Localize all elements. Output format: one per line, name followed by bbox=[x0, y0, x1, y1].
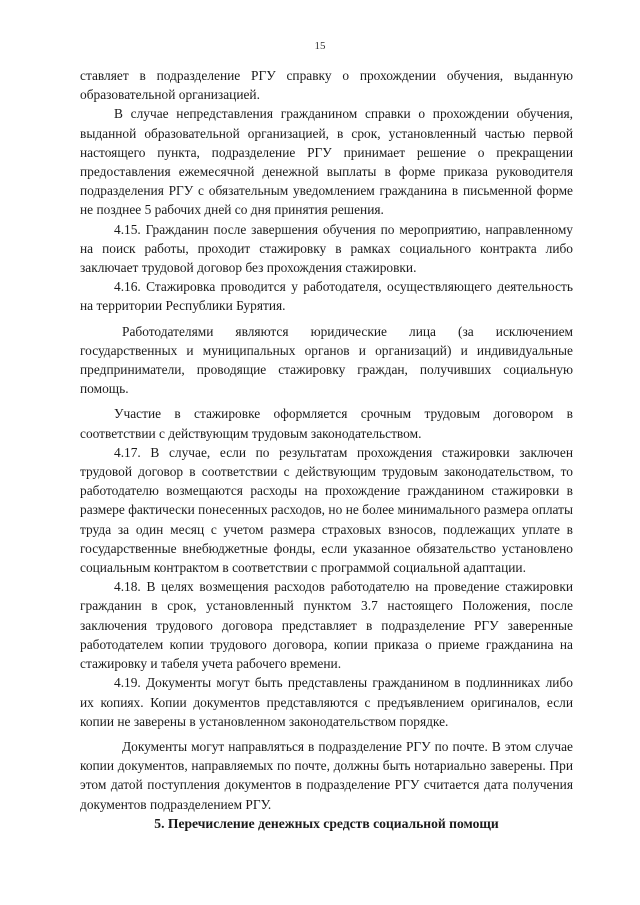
paragraph-continuation: ставляет в подразделение РГУ справку о прохождении обучения, выданную образовательной организацией. bbox=[80, 68, 573, 103]
section-heading: 5. Перечисление денежных средств социальной помощи bbox=[154, 816, 499, 831]
body-text bbox=[80, 66, 573, 814]
paragraph-nonsubmission: В случае непредставления гражданином справки о прохождении обучения, выданной образовательной организацией, в срок, установленный частью первой настоящего пункта, подразделение РГУ принимает решение о прекращении предоставления ежемесячной денежной выплаты в форме приказа руководителя подразделения РГУ с обязательным уведомлением гражданина в письменной форме не позднее 5 рабочих дней со дня принятия решения. bbox=[80, 106, 573, 218]
page-number: 15 bbox=[314, 40, 326, 52]
paragraph-4-15: 4.15. Гражданин после завершения обучения по мероприятию, направленному на поиск работы, проходит стажировку в рамках социального контракта либо заключает трудовой договор без прохождения стажировки. bbox=[80, 221, 573, 276]
paragraph-4-16: 4.16. Стажировка проводится у работодателя, осуществляющего деятельность на территории Республики Бурятия. bbox=[80, 279, 573, 314]
paragraph-employers: Работодателями являются юридические лица (за исключением государственных и муниципальных органов и организаций) и индивидуальные предприниматели, проводящие стажировку граждан, получивших социальную помощь. bbox=[80, 323, 573, 397]
paragraph-4-17: 4.17. В случае, если по результатам прохождения стажировки заключен трудовой договор в соответствии с действующим трудовым законодательством, то работодателю возмещаются расходы на прохождение гражданином стажировки в размере фактически понесенных расходов, но не более минимального размера оплаты труда за один месяц с учетом размера страховых взносов, подлежащих уплате в государственные внебюджетные фонды, если указанное обязательство установлено социальным контрактом в соответствии с программой социальной адаптации. bbox=[80, 444, 573, 576]
paragraph-4-18: 4.18. В целях возмещения расходов работодателю на проведение стажировки гражданин в срок, установленный пунктом 3.7 настоящего Положения, после заключения трудового договора представляет в подразделение РГУ заверенные работодателем копии трудового договора, копии приказа о приеме гражданина на стажировку и табеля учета рабочего времени. bbox=[80, 579, 573, 672]
paragraph-postal-documents: Документы могут направляться в подразделение РГУ по почте. В этом случае копии документов, направляемых по почте, должны быть нотариально заверены. При этом датой поступления документов в подразделение РГУ считается дата получения документов подразделением РГУ. bbox=[80, 738, 573, 812]
paragraph-participation: Участие в стажировке оформляется срочным трудовым договором в соответствии с действующим трудовым законодательством. bbox=[80, 406, 573, 441]
paragraph-4-19: 4.19. Документы могут быть представлены гражданином в подлинниках либо их копиях. Копии документов представляются с предъявлением оригиналов, если копии не заверены в установленном законодательством порядке. bbox=[80, 675, 573, 729]
